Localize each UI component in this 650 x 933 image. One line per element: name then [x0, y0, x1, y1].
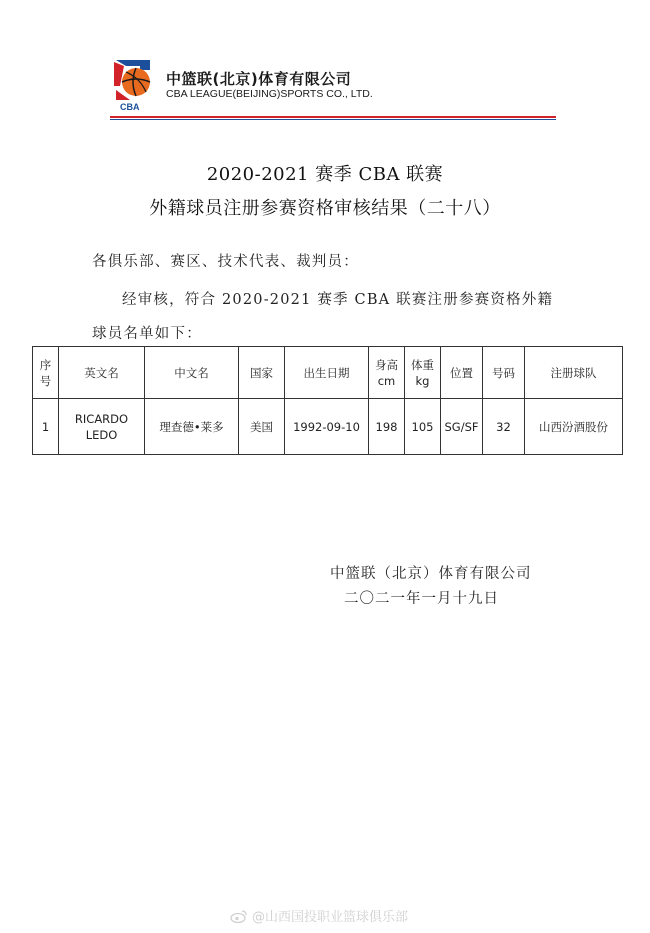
header-position: 位置	[441, 347, 483, 399]
header-cn-name: 中文名	[145, 347, 239, 399]
header-number: 号码	[483, 347, 525, 399]
logo-text: CBA	[120, 102, 140, 112]
header-height: 身高 cm	[369, 347, 405, 399]
table-header-row	[33, 347, 623, 399]
header-team: 注册球队	[525, 347, 623, 399]
document-title-line1: 2020-2021 赛季 CBA 联赛	[206, 164, 444, 185]
body-text-line2: 球员名单如下：	[92, 326, 202, 342]
org-name-cn: 中篮联(北京)体育有限公司	[166, 70, 352, 88]
document-title-line2: 外籍球员注册参赛资格审核结果（二十八）	[149, 198, 501, 219]
header-rule-red	[110, 116, 556, 118]
cell-weight: 105	[405, 399, 441, 455]
cell-height: 198	[369, 399, 405, 455]
cell-cn-name: 理查德•莱多	[145, 399, 239, 455]
signature-org: 中篮联（北京）体育有限公司	[330, 566, 532, 582]
cell-birth: 1992-09-10	[285, 399, 369, 455]
cell-no: 1	[33, 399, 59, 455]
header-birth: 出生日期	[285, 347, 369, 399]
watermark-text: @山西国投职业篮球俱乐部	[252, 910, 409, 925]
header-country: 国家	[239, 347, 285, 399]
cba-logo	[110, 56, 160, 112]
cell-en-name: RICARDO LEDO	[59, 399, 145, 455]
cell-country: 美国	[239, 399, 285, 455]
cell-number: 32	[483, 399, 525, 455]
table-row	[33, 399, 623, 455]
cell-team: 山西汾酒股份	[525, 399, 623, 455]
signature-date: 二〇二一年一月十九日	[344, 591, 499, 607]
body-text-line1: 经审核，符合 2020-2021 赛季 CBA 联赛注册参赛资格外籍	[122, 292, 554, 308]
cell-position: SG/SF	[441, 399, 483, 455]
header-no: 序 号	[33, 347, 59, 399]
weibo-watermark	[230, 906, 408, 925]
header-en-name: 英文名	[59, 347, 145, 399]
weibo-icon	[230, 909, 248, 923]
player-roster-table	[32, 346, 623, 455]
header-weight: 体重 kg	[405, 347, 441, 399]
greeting-text: 各俱乐部、赛区、技术代表、裁判员：	[92, 254, 359, 270]
header-rule-blue	[110, 119, 556, 120]
org-name-en: CBA LEAGUE(BEIJING)SPORTS CO., LTD.	[166, 88, 373, 100]
